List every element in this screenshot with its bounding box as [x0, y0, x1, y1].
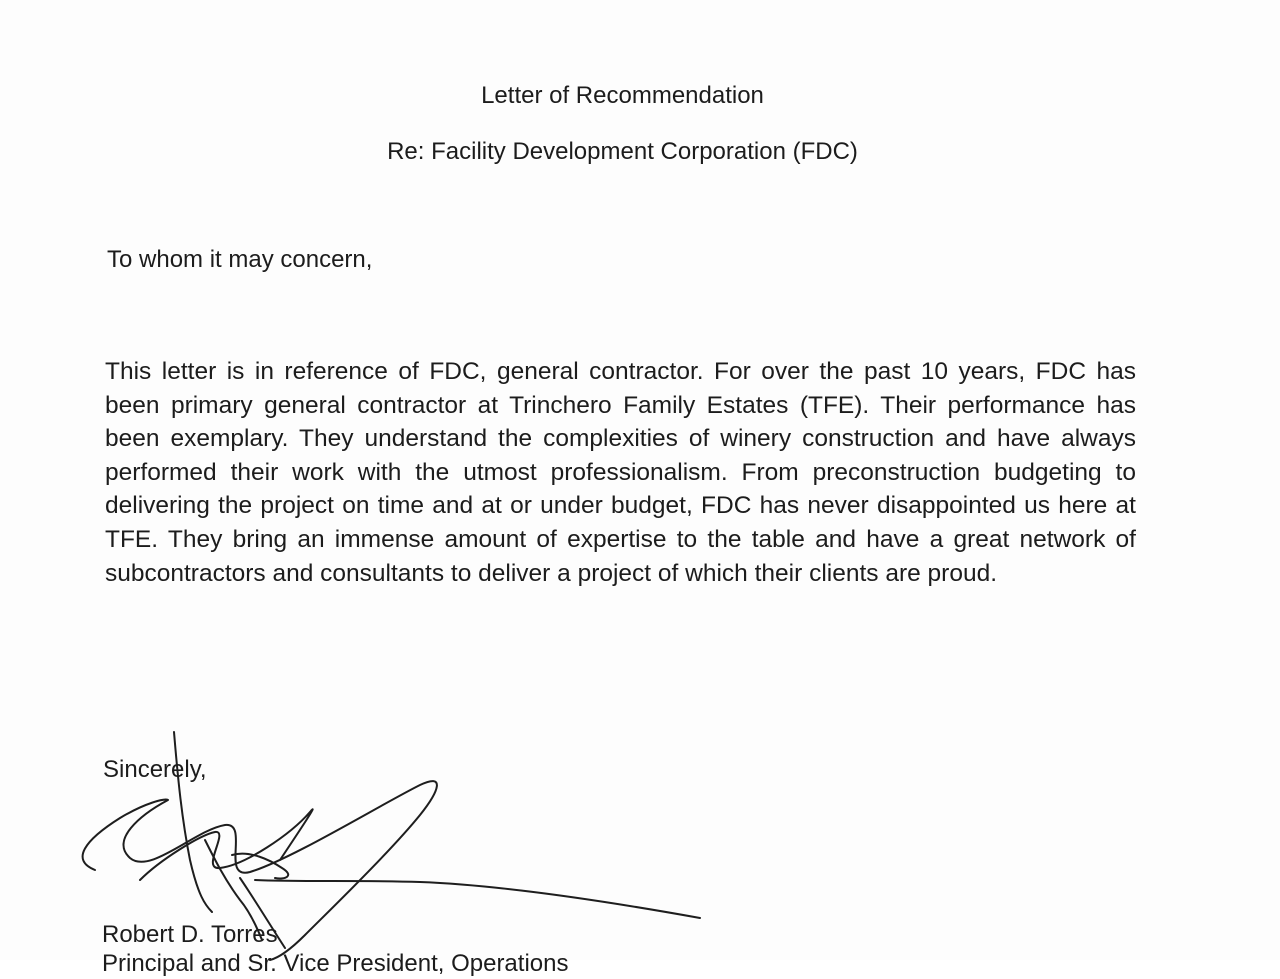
letter-title: Letter of Recommendation — [481, 82, 764, 109]
letter-body: This letter is in reference of FDC, general contractor. For over the past 10 years, FDC has been primary general contractor at Trinchero Family Estates (TFE). Their performance has been exemplary. They understand the complexities of winery construction and have always performed their work with the utmost professionalism. From preconstruction budgeting to delivering the project on time and at or under budget, FDC has never disappointed us here at TFE. They bring an immense amount of expertise to the table and have a great network of subcontractors and consultants to deliver a project of which their clients are proud. — [105, 358, 1136, 587]
letter-subject: Re: Facility Development Corporation (FDC) — [387, 138, 858, 165]
salutation: To whom it may concern, — [107, 246, 373, 273]
closing: Sincerely, — [103, 756, 207, 783]
signer-title: Principal and Sr. Vice President, Operations — [102, 950, 569, 977]
signer-name: Robert D. Torres — [102, 921, 278, 948]
